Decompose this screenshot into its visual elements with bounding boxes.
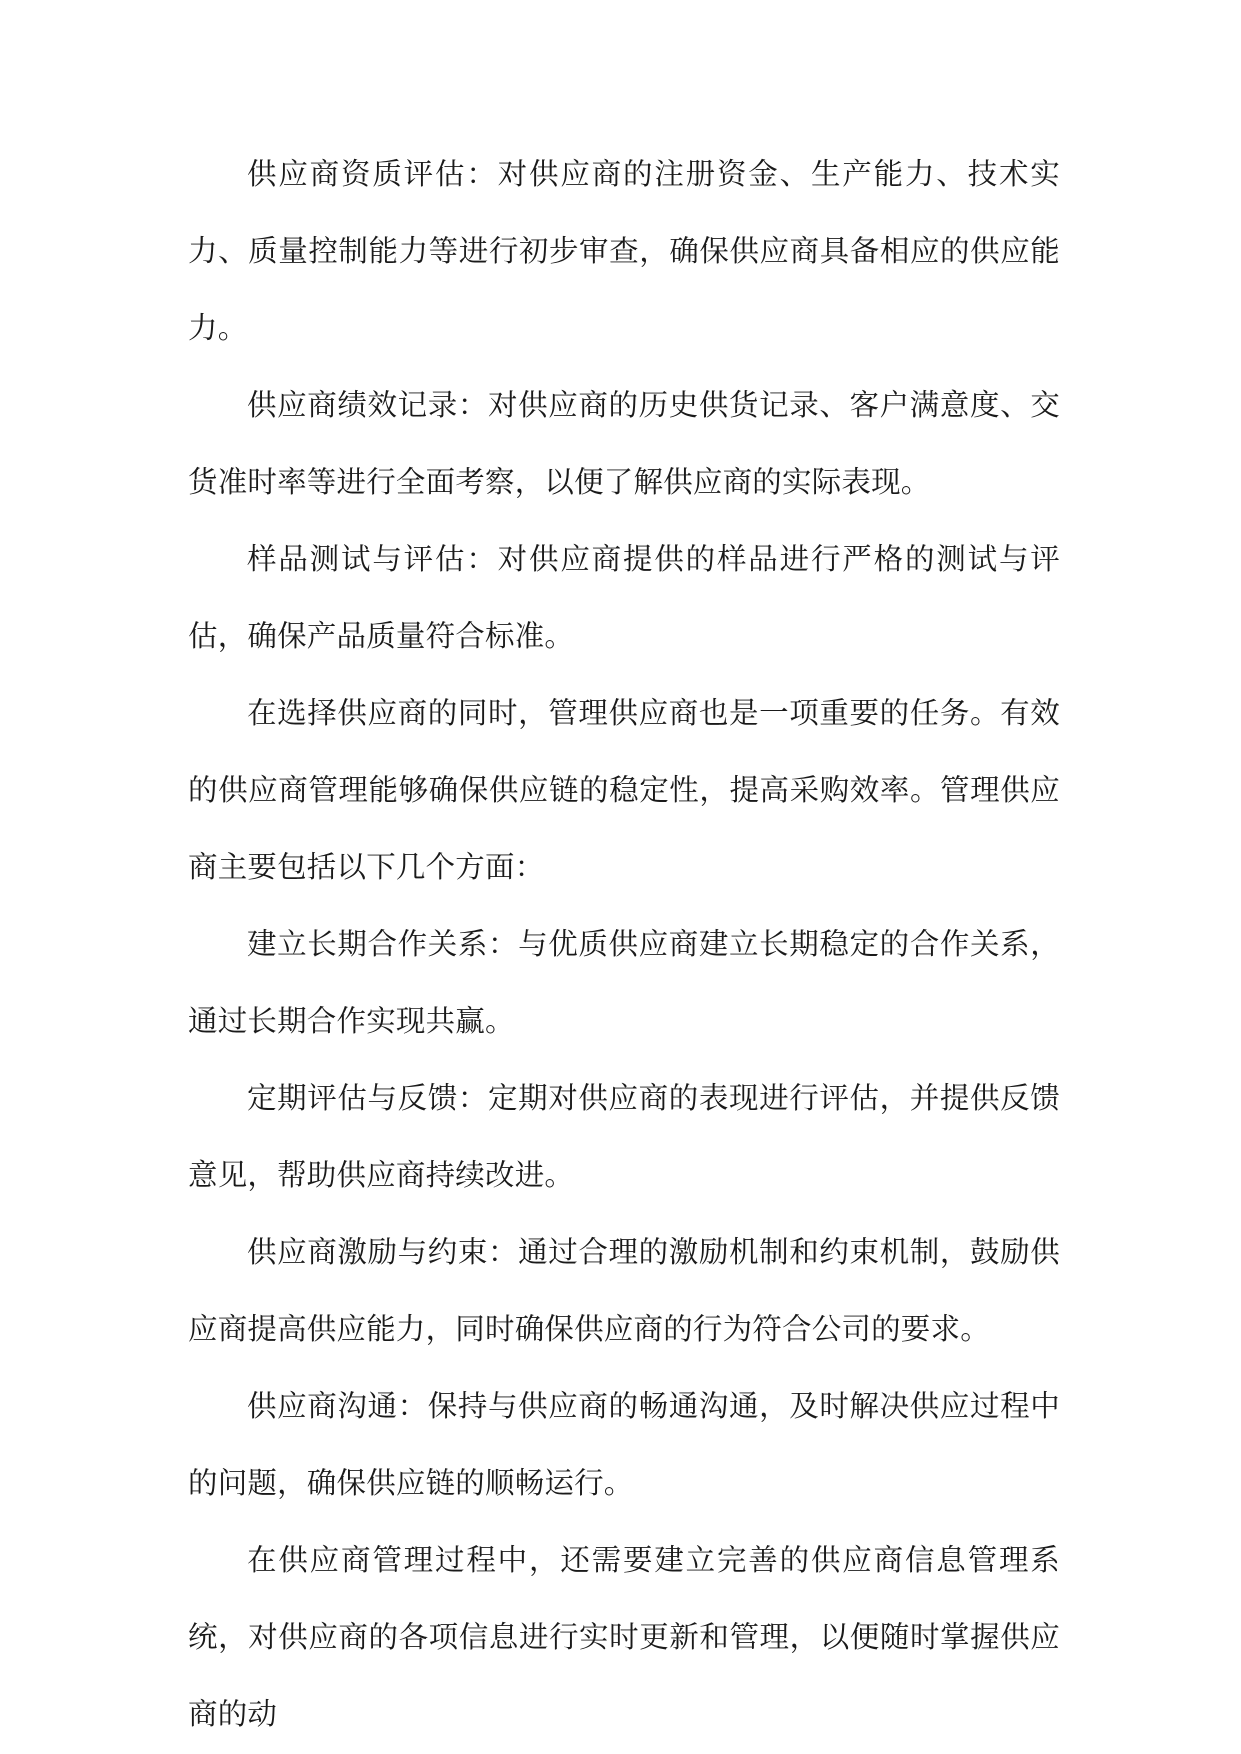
paragraph-incentive-constraint: 供应商激励与约束：通过合理的激励机制和约束机制，鼓励供应商提高供应能力，同时确保供应商的行为符合公司的要求。: [188, 1235, 1060, 1346]
paragraph-supplier-qualification: 供应商资质评估：对供应商的注册资金、生产能力、技术实力、质量控制能力等进行初步审查，确保供应商具备相应的供应能力。: [188, 157, 1060, 345]
paragraph-supplier-communication: 供应商沟通：保持与供应商的畅通沟通，及时解决供应过程中的问题，确保供应链的顺畅运行。: [188, 1389, 1060, 1500]
paragraph-long-term-partnership: 建立长期合作关系：与优质供应商建立长期稳定的合作关系，通过长期合作实现共赢。: [188, 927, 1060, 1038]
document-body: [188, 136, 1060, 1753]
paragraph-supplier-management-intro: 在选择供应商的同时，管理供应商也是一项重要的任务。有效的供应商管理能够确保供应链的稳定性，提高采购效率。管理供应商主要包括以下几个方面：: [188, 696, 1060, 884]
paragraph-information-system: 在供应商管理过程中，还需要建立完善的供应商信息管理系统，对供应商的各项信息进行实时更新和管理，以便随时掌握供应商的动: [188, 1543, 1060, 1731]
paragraph-supplier-performance: 供应商绩效记录：对供应商的历史供货记录、客户满意度、交货准时率等进行全面考察，以便了解供应商的实际表现。: [188, 388, 1060, 499]
paragraph-periodic-evaluation: 定期评估与反馈：定期对供应商的表现进行评估，并提供反馈意见，帮助供应商持续改进。: [188, 1081, 1060, 1192]
paragraph-sample-testing: 样品测试与评估：对供应商提供的样品进行严格的测试与评估，确保产品质量符合标准。: [188, 542, 1060, 653]
